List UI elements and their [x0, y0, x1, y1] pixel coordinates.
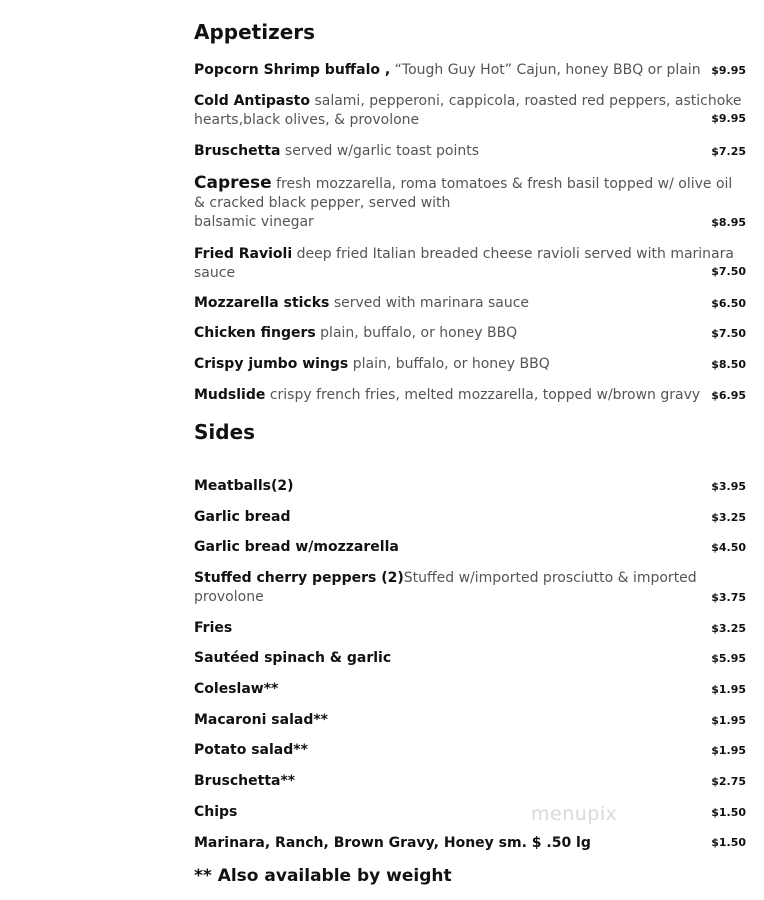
- item-description: deep fried Italian breaded cheese ravioli served with marinara: [292, 246, 734, 262]
- item-price: $1.95: [711, 744, 746, 757]
- menu-item: [194, 772, 746, 791]
- item-name: Garlic bread w/mozzarella: [194, 539, 399, 555]
- item-price: $7.50: [711, 327, 746, 340]
- item-name: Mozzarella sticks: [194, 295, 330, 311]
- item-description-cont: & cracked black pepper, served with: [194, 195, 451, 211]
- item-description: plain, buffalo, or honey BBQ: [315, 325, 518, 341]
- menu-item: [194, 324, 746, 343]
- menu-item: [194, 711, 746, 730]
- item-name: Chicken fingers: [194, 325, 316, 341]
- item-price: $2.75: [711, 775, 746, 788]
- menu-item: [194, 142, 746, 161]
- item-price: $4.50: [711, 541, 746, 554]
- item-price: $7.50: [711, 265, 746, 278]
- item-price: $3.25: [711, 511, 746, 524]
- item-price: $9.95: [711, 64, 746, 77]
- menu-item: [194, 294, 746, 313]
- menu-item: [194, 245, 746, 283]
- item-price: $7.25: [711, 145, 746, 158]
- menu-item: [194, 619, 746, 638]
- item-description: Stuffed w/imported prosciutto & imported: [403, 570, 697, 586]
- item-price: $1.50: [711, 806, 746, 819]
- item-price: $8.50: [711, 358, 746, 371]
- menu-item: [194, 386, 746, 405]
- item-description: “Tough Guy Hot” Cajun, honey BBQ or plain: [390, 62, 701, 78]
- item-price: $8.95: [711, 216, 746, 229]
- item-price: $3.75: [711, 591, 746, 604]
- item-name: Mudslide: [194, 387, 266, 403]
- item-price: $1.95: [711, 683, 746, 696]
- item-description: crispy french fries, melted mozzarella, topped w/brown gravy: [265, 387, 701, 403]
- item-name: Marinara, Ranch, Brown Gravy, Honey sm. $ .50 lg: [194, 835, 591, 851]
- weight-footnote: ** Also available by weight: [194, 866, 452, 886]
- item-price: $3.95: [711, 480, 746, 493]
- item-name: Potato salad**: [194, 742, 308, 758]
- item-name: Popcorn Shrimp buffalo ,: [194, 62, 391, 78]
- item-name: Cold Antipasto: [194, 93, 310, 109]
- menu-item: [194, 680, 746, 699]
- item-description: served w/garlic toast points: [280, 143, 479, 159]
- item-name: Chips: [194, 804, 238, 820]
- item-price: $9.95: [711, 112, 746, 125]
- item-name: Coleslaw**: [194, 681, 279, 697]
- item-name: Sautéed spinach & garlic: [194, 650, 392, 666]
- menu-item: [194, 538, 746, 557]
- item-description: salami, pepperoni, cappicola, roasted red peppers, astichoke: [310, 93, 742, 109]
- item-price: $1.50: [711, 836, 746, 849]
- sides-heading: Sides: [194, 420, 256, 444]
- item-description-cont: provolone: [194, 589, 264, 605]
- watermark-logo: menupix: [531, 803, 618, 825]
- item-price: $1.95: [711, 714, 746, 727]
- menu-item: [194, 834, 746, 853]
- item-name: Bruschetta**: [194, 773, 296, 789]
- menu-item: [194, 174, 746, 232]
- item-name: Fried Ravioli: [194, 246, 293, 262]
- item-description-cont: sauce: [194, 265, 236, 281]
- item-name: Meatballs(2): [194, 478, 294, 494]
- item-name: Caprese: [194, 173, 272, 193]
- item-price: $5.95: [711, 652, 746, 665]
- item-name: Bruschetta: [194, 143, 281, 159]
- item-description-cont: hearts,black olives, & provolone: [194, 112, 420, 128]
- menu-item: [194, 803, 746, 822]
- item-price: $3.25: [711, 622, 746, 635]
- item-description: fresh mozzarella, roma tomatoes & fresh basil topped w/ olive oil: [271, 176, 733, 192]
- item-description-cont: balsamic vinegar: [194, 214, 314, 230]
- appetizers-heading: Appetizers: [194, 20, 316, 44]
- menu-item: [194, 61, 746, 80]
- item-name: Crispy jumbo wings: [194, 356, 349, 372]
- item-name: Macaroni salad**: [194, 712, 328, 728]
- item-name: Garlic bread: [194, 509, 291, 525]
- menu-item: [194, 355, 746, 374]
- item-name: Stuffed cherry peppers (2): [194, 570, 404, 586]
- menu-item: [194, 741, 746, 760]
- item-description: plain, buffalo, or honey BBQ: [348, 356, 550, 372]
- menu-item: [194, 477, 746, 496]
- item-price: $6.95: [711, 389, 746, 402]
- menu-item: [194, 569, 746, 607]
- item-description: served with marinara sauce: [329, 295, 530, 311]
- menu-item: [194, 92, 746, 130]
- menu-item: [194, 649, 746, 668]
- item-name: Fries: [194, 620, 233, 636]
- item-price: $6.50: [711, 297, 746, 310]
- menu-item: [194, 508, 746, 527]
